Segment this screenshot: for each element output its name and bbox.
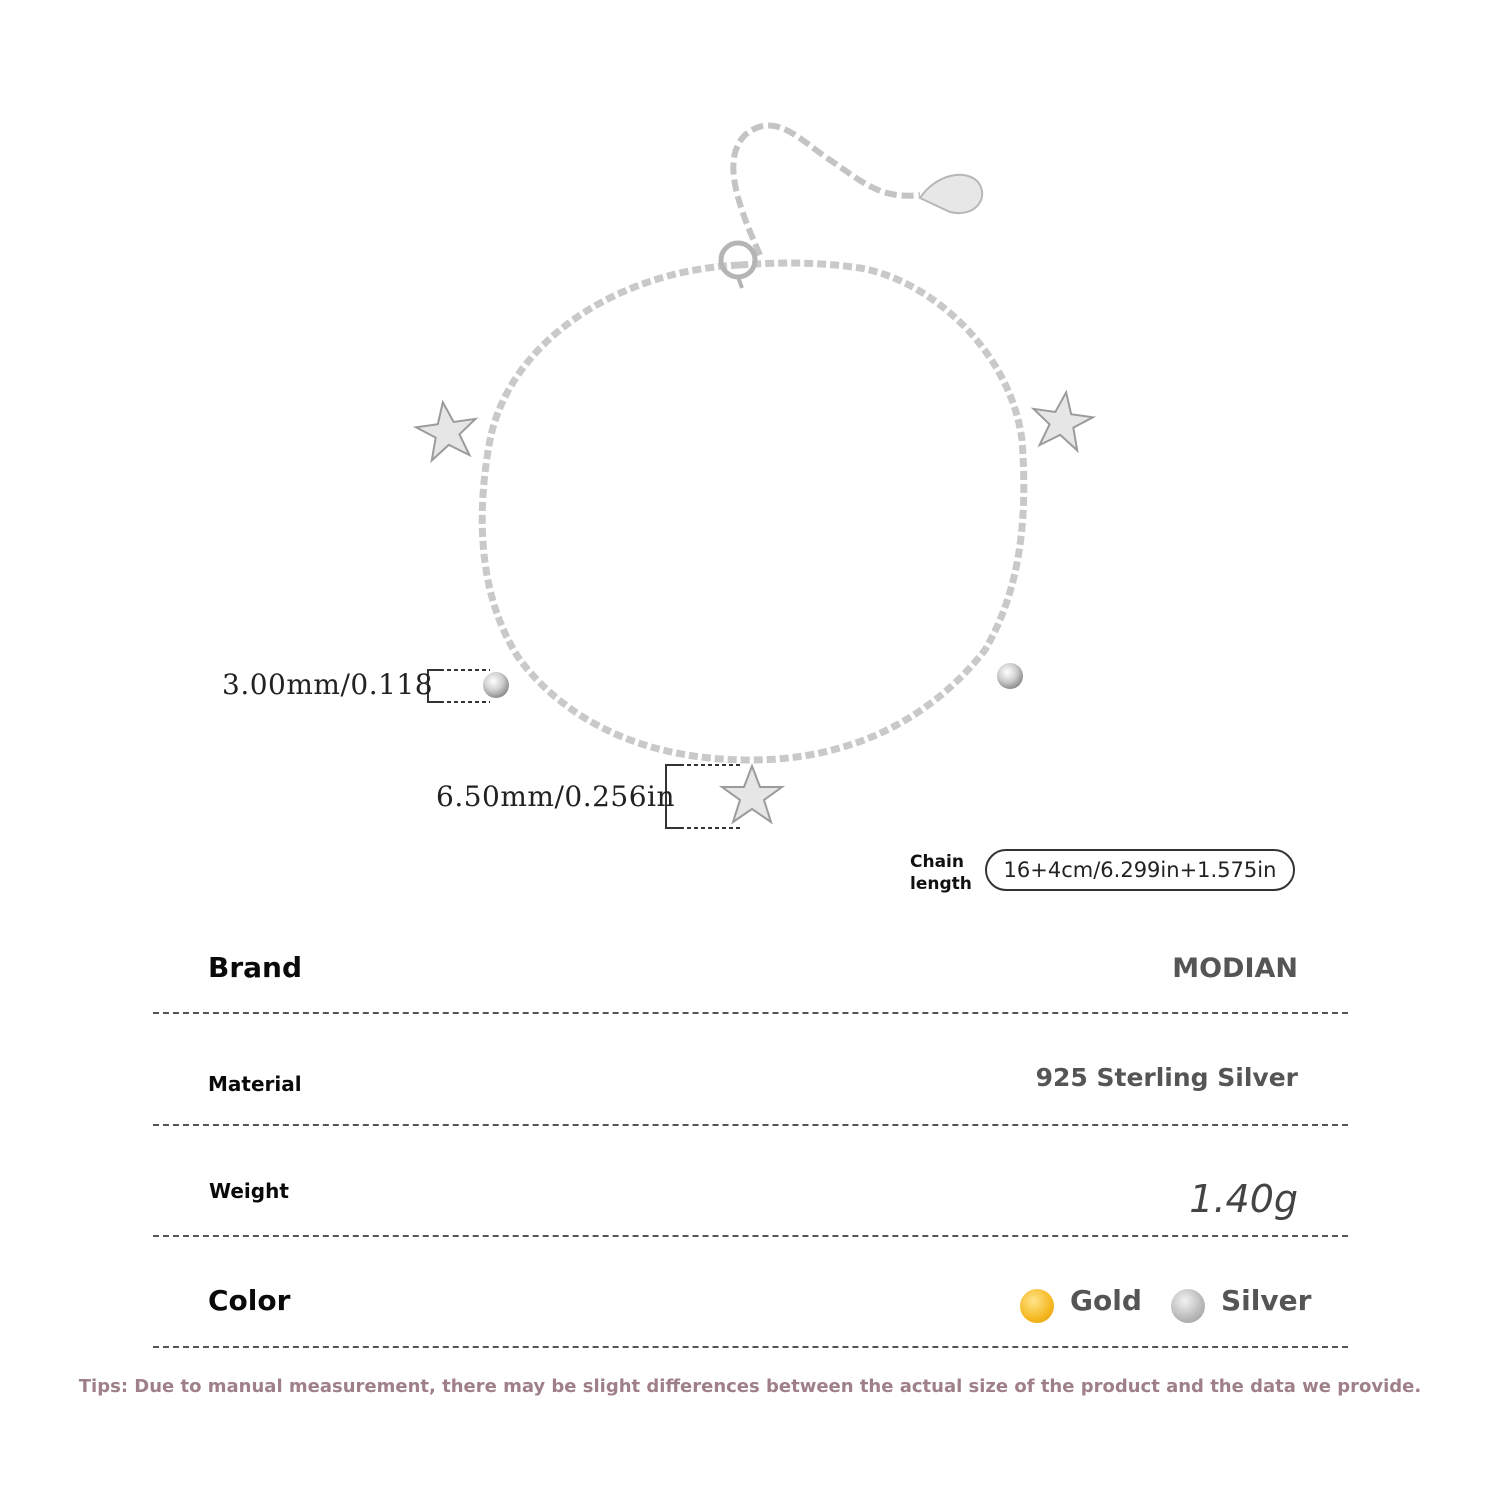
color-label: Color — [208, 1284, 291, 1317]
gold-swatch[interactable] — [1020, 1289, 1054, 1323]
divider-color — [153, 1346, 1348, 1348]
bead-charm-left — [483, 672, 509, 698]
bead-size-label: 3.00mm/0.118 — [222, 668, 434, 701]
star-dimension-bracket — [666, 765, 740, 828]
chain-length-label — [910, 851, 990, 895]
silver-swatch[interactable] — [1171, 1289, 1205, 1323]
weight-label: Weight — [209, 1179, 289, 1203]
material-label: Material — [208, 1072, 302, 1096]
divider-brand — [153, 1012, 1348, 1014]
silver-option-label[interactable]: Silver — [1221, 1284, 1312, 1317]
tag-925 — [920, 175, 982, 213]
chain-length-label-text: Chain length — [910, 852, 972, 894]
chain-length-value: 16+4cm/6.299in+1.575in — [985, 849, 1295, 891]
bracelet-chain — [482, 263, 1024, 760]
measurement-tip: Tips: Due to manual measurement, there may be slight differences between the actual size of the product and the data we provide. — [78, 1376, 1422, 1397]
material-value: 925 Sterling Silver — [1035, 1063, 1298, 1092]
star-charm-bottom — [722, 766, 782, 822]
spring-ring-clasp — [721, 243, 755, 277]
gold-option-label[interactable]: Gold — [1070, 1284, 1142, 1317]
bead-charm-right — [997, 663, 1023, 689]
divider-material — [153, 1124, 1348, 1126]
weight-value: 1.40g — [1189, 1177, 1298, 1221]
bead-dimension-bracket — [428, 670, 490, 702]
brand-label: Brand — [208, 951, 303, 984]
star-charm-left — [413, 398, 480, 462]
extender-chain — [733, 125, 920, 255]
divider-weight — [153, 1235, 1348, 1237]
brand-value: MODIAN — [1172, 953, 1298, 984]
star-size-label: 6.50mm/0.256in — [436, 780, 676, 813]
star-charm-right — [1029, 388, 1096, 452]
